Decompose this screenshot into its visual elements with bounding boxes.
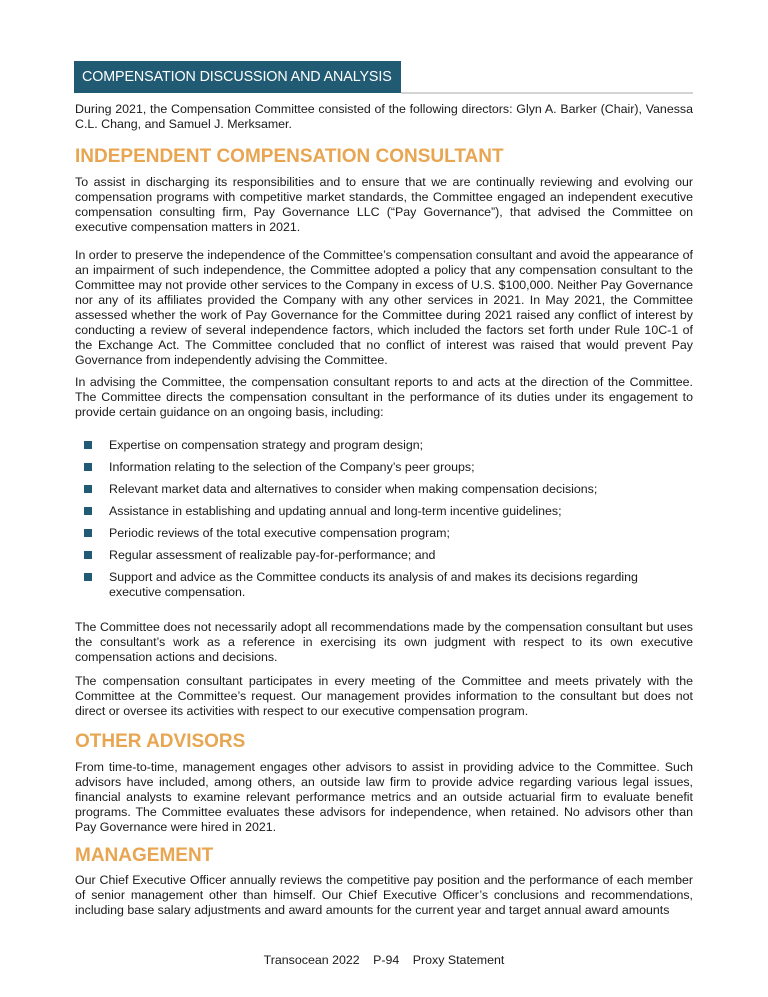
guidance-list: [84, 438, 684, 607]
consultant-after-paragraph-2: The compensation consultant participates in every meeting of the Committee and meets privately with the Committee at the Committee’s request. Our management provides information to the consultant but does not direct or oversee its activities with respect to our executive compensation program.: [75, 674, 693, 718]
consultant-after-paragraph-1: The Committee does not necessarily adopt all recommendations made by the compensation consultant but uses the consultant’s work as a reference in exercising its own judgment with respect to its own executive compensation actions and decisions.: [75, 620, 693, 664]
list-item: [84, 526, 684, 541]
list-item-text: Support and advice as the Committee conducts its analysis of and makes its decisions regarding executive compensation.: [109, 570, 638, 599]
intro-paragraph: During 2021, the Compensation Committee consisted of the following directors: Glyn A. Barker (Chair), Vanessa C.L. Chang, and Samuel J. Merksamer.: [75, 102, 693, 131]
list-item: [84, 482, 684, 497]
square-bullet-icon: [84, 551, 92, 559]
square-bullet-icon: [84, 485, 92, 493]
list-item-text: Relevant market data and alternatives to consider when making compensation decisions;: [109, 482, 598, 496]
square-bullet-icon: [84, 507, 92, 515]
list-item: [84, 548, 684, 563]
list-item-text: Expertise on compensation strategy and program design;: [109, 438, 424, 452]
square-bullet-icon: [84, 529, 92, 537]
page-footer: [0, 953, 768, 967]
list-item: [84, 460, 684, 475]
list-item-text: Periodic reviews of the total executive compensation program;: [109, 526, 450, 540]
list-item: [84, 438, 684, 453]
consultant-paragraph-1: To assist in discharging its responsibilities and to ensure that we are continually reviewing and evolving our compensation programs with competitive market standards, the Committee engaged an independent executive compensation consulting firm, Pay Governance LLC (“Pay Governance”), that advised the Committee on executive compensation matters in 2021.: [75, 175, 693, 234]
list-item-text: Information relating to the selection of the Company’s peer groups;: [109, 460, 475, 474]
list-item-text: Regular assessment of realizable pay-for-performance; and: [109, 548, 436, 562]
footer-page-number: P-94: [373, 953, 400, 967]
square-bullet-icon: [84, 573, 92, 581]
management-paragraph: Our Chief Executive Officer annually reviews the competitive pay position and the performance of each member of senior management other than himself. Our Chief Executive Officer’s conclusions and recommendations, including base salary adjustments and award amounts for the current year and target annual award amounts: [75, 873, 693, 917]
list-item: [84, 504, 684, 519]
heading-management: MANAGEMENT: [75, 845, 214, 866]
consultant-paragraph-3: In advising the Committee, the compensation consultant reports to and acts at the direction of the Committee. The Committee directs the compensation consultant in the performance of its duties under its engagement to provide certain guidance on an ongoing basis, including:: [75, 375, 693, 419]
heading-other-advisors: OTHER ADVISORS: [75, 731, 246, 752]
banner-rule: [401, 92, 693, 94]
other-advisors-paragraph: From time-to-time, management engages other advisors to assist in providing advice to the Committee. Such advisors have included, among others, an outside law firm to provide advice regarding various legal issues, financial analysts to examine relevant performance metrics and an outside actuarial firm to evaluate benefit programs. The Committee evaluates these advisors for independence, when retained. No advisors other than Pay Governance were hired in 2021.: [75, 760, 693, 834]
footer-document: Proxy Statement: [412, 953, 505, 967]
list-item-text: Assistance in establishing and updating annual and long-term incentive guidelines;: [109, 504, 562, 518]
consultant-paragraph-2: In order to preserve the independence of the Committee’s compensation consultant and avoid the appearance of an impairment of such independence, the Committee adopted a policy that any compensation consultant to the Committee may not provide other services to the Company in excess of U.S. $100,000. Neither Pay Governance nor any of its affiliates provided the Company with any other services in 2021. In May 2021, the Committee assessed whether the work of Pay Governance for the Committee during 2021 raised any conflict of interest by conducting a review of several independence factors, which included the factors set forth under Rule 10C-1 of the Exchange Act. The Committee concluded that no conflict of interest was raised that would prevent Pay Governance from independently advising the Committee.: [75, 248, 693, 367]
footer-company: Transocean 2022: [263, 953, 360, 967]
heading-consultant: INDEPENDENT COMPENSATION CONSULTANT: [75, 146, 504, 167]
list-item: [84, 570, 684, 600]
square-bullet-icon: [84, 441, 92, 449]
square-bullet-icon: [84, 463, 92, 471]
section-banner: COMPENSATION DISCUSSION AND ANALYSIS: [74, 61, 401, 93]
